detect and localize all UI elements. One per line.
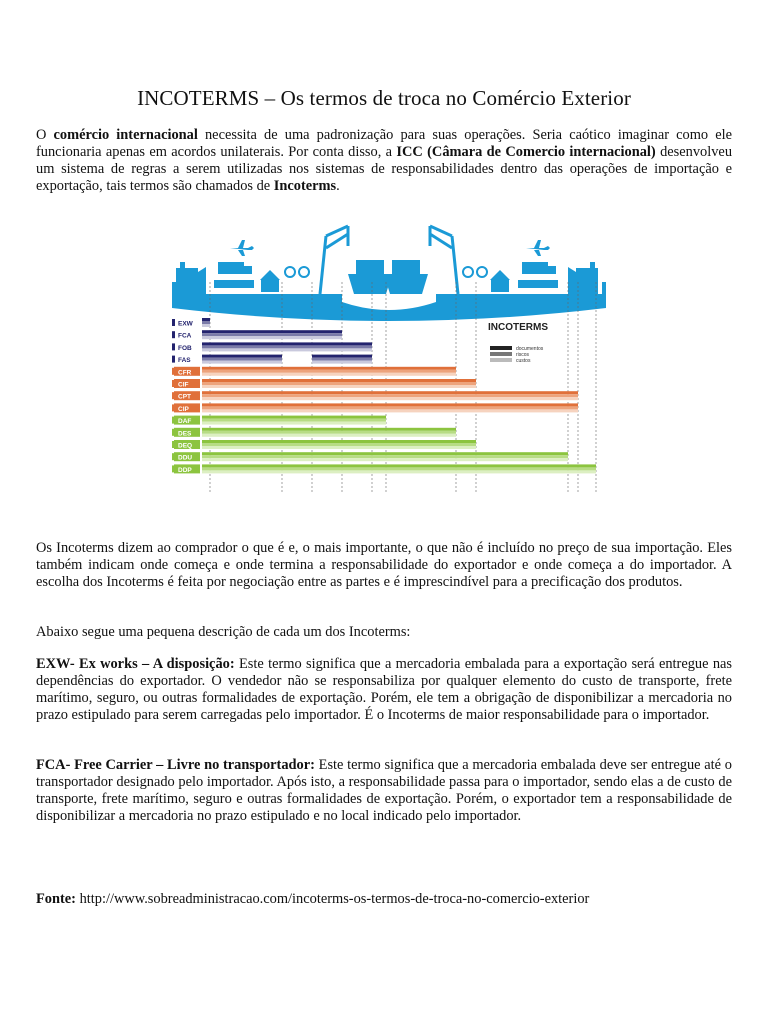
legend-label-custos: custos — [516, 358, 531, 364]
airplane-icon-left — [230, 240, 254, 256]
term-bar-daf — [202, 419, 386, 422]
intro-bold-comercio: comércio internacional — [53, 127, 198, 143]
intro-bold-icc: ICC (Câmara de Comercio internacional) — [396, 144, 656, 160]
term-label-fob: FOB — [178, 344, 192, 352]
term-bar-cpt — [202, 397, 578, 400]
term-marker-cif — [172, 380, 175, 387]
term-bar-fca — [202, 336, 342, 339]
warehouse-icon-left — [260, 270, 280, 292]
term-marker-deq — [172, 441, 175, 448]
term-bar-cpt — [202, 391, 578, 394]
term-marker-cfr — [172, 368, 175, 375]
term-bar-ddp — [202, 467, 596, 470]
intro-bold-incoterms: Incoterms — [273, 178, 337, 194]
exw-text: Este termo significa que a mercadoria embalada para a exportação será entregue nas dependências do exportador. O vendedor não se responsabiliza por qualquer elemento do custo de transporte, frete marítimo, seguro, ou outras formalidades de exportação. Porém, ele tem a obrigação de disponibilizar a mercadoria no prazo estipulado para serem carregadas pelo importador. É o Incoterms de maior responsabilidade para o importador. — [36, 656, 732, 723]
term-marker-ddu — [172, 453, 175, 460]
warehouse-icon-right — [490, 270, 510, 292]
term-bar-daf — [202, 416, 386, 419]
fonte-url[interactable]: http://www.sobreadministracao.com/incoterms-os-termos-de-troca-no-comercio-exterior — [75, 891, 590, 907]
term-bar-des — [202, 431, 456, 434]
term-label-fas: FAS — [178, 357, 191, 365]
ship-icon-right — [384, 260, 428, 294]
intro-text-3: desenvolveu um sistema de regras a serem utilizadas nos sistemas de responsabilidades dentro das operações de importação e exportação, tais termos são chamados de — [36, 144, 733, 194]
term-marker-daf — [172, 417, 175, 424]
transport-icons — [176, 226, 598, 294]
term-bar-fca — [202, 333, 342, 336]
term-bar-cfr — [202, 373, 456, 376]
term-label-cpt: CPT — [178, 393, 191, 401]
term-bar-ddu — [202, 455, 568, 458]
term-marker-fas — [172, 356, 175, 363]
term-marker-fob — [172, 343, 175, 350]
term-bar-des — [202, 434, 456, 437]
term-bar-fas — [312, 358, 372, 361]
term-marker-fca — [172, 331, 175, 338]
term-bar-cpt — [202, 394, 578, 397]
term-bar-cip — [202, 409, 578, 412]
term-bar-cif — [202, 385, 476, 388]
term-label-ddu: DDU — [178, 454, 193, 462]
fca-text: Este termo significa que a mercadoria embalada deve ser entregue até o transportador designado pelo importador. Após isto, a responsabilidade passa para o importador, sendo elas a de custo de transporte, frete marítimo, seguro e outras formalidades de exportação. Porém, o exportador tem a responsabilidade de disponibilizar a mercadoria no prazo estipulado e no local indicado pelo importador. — [36, 757, 732, 824]
term-bar-fas — [202, 361, 282, 364]
term-bar-deq — [202, 443, 476, 446]
paragraph-abaixo: Abaixo segue uma pequena descrição de cada um dos Incoterms: — [36, 624, 411, 640]
anchor-icons-left — [285, 267, 309, 277]
term-label-des: DES — [178, 430, 192, 438]
intro-text-1: O — [36, 127, 54, 143]
truck-icon-right — [522, 262, 556, 274]
term-label-daf: DAF — [178, 418, 192, 426]
railway-icon-left — [214, 280, 254, 288]
term-bar-fob — [202, 345, 372, 348]
incoterms-diagram — [172, 222, 606, 500]
fonte-label: Fonte: — [36, 891, 76, 907]
paragraph-fonte — [36, 891, 732, 908]
term-marker-cpt — [172, 392, 175, 399]
water-wave — [348, 296, 430, 301]
term-bar-ddu — [202, 458, 568, 461]
term-marker-exw — [172, 319, 175, 326]
term-bar-des — [202, 428, 456, 431]
term-bar-exw — [202, 321, 210, 324]
term-bar-fob — [202, 348, 372, 351]
term-bar-ddp — [202, 464, 596, 467]
fca-heading: FCA- Free Carrier – Livre no transportador: — [36, 757, 315, 773]
term-bar-cif — [202, 382, 476, 385]
paragraph-incoterms-dizem: Os Incoterms dizem ao comprador o que é e, o mais importante, o que não é incluído no preço de sua importação. Eles também indicam onde começa e onde termina a responsabilidade do exportador e onde começa a do importador. A escolha dos Incoterms é feita por negociação entre as partes e é imprescindível para a precificação dos produtos. — [36, 540, 732, 590]
paragraph-exw — [36, 656, 732, 724]
term-bar-fas — [202, 358, 282, 361]
term-marker-cip — [172, 404, 175, 411]
legend-swatch-riscos — [490, 352, 512, 356]
term-label-cfr: CFR — [178, 369, 192, 377]
term-bar-cif — [202, 379, 476, 382]
term-bar-fob — [202, 342, 372, 345]
term-bar-exw — [202, 318, 210, 321]
term-bar-daf — [202, 422, 386, 425]
legend-label-documentos: documentos — [516, 346, 544, 352]
term-bar-exw — [202, 324, 210, 327]
factory-icon-right — [568, 262, 598, 294]
term-marker-des — [172, 429, 175, 436]
term-bar-cfr — [202, 367, 456, 370]
page-title: INCOTERMS – Os termos de troca no Comércio Exterior — [137, 86, 631, 110]
term-label-cif: CIF — [178, 381, 189, 389]
term-label-deq: DEQ — [178, 442, 193, 450]
factory-icon-left — [176, 262, 206, 294]
term-bar-deq — [202, 440, 476, 443]
crane-icon-right — [430, 226, 458, 294]
term-label-exw: EXW — [178, 320, 193, 328]
term-bar-cfr — [202, 370, 456, 373]
legend-label-riscos: riscos — [516, 352, 530, 358]
intro-text-2: necessita de uma padronização para suas operações. Seria caótico imaginar como ele funcionaria apenas em acordos unilaterais. Por conta disso, a — [36, 127, 732, 160]
term-bar-ddp — [202, 470, 596, 473]
term-bar-cip — [202, 406, 578, 409]
intro-paragraph — [36, 127, 732, 195]
legend-swatch-custos — [490, 358, 512, 362]
airplane-icon-right — [526, 240, 550, 256]
term-label-fca: FCA — [178, 332, 192, 340]
term-bar-fca — [202, 330, 342, 333]
paragraph-fca — [36, 757, 732, 825]
term-label-cip: CIP — [178, 405, 189, 413]
term-label-ddp: DDP — [178, 466, 192, 474]
intro-text-4: . — [336, 178, 340, 194]
truck-icon-left — [218, 262, 252, 274]
term-bar-ddu — [202, 452, 568, 455]
incoterms-rows — [172, 318, 596, 474]
term-bar-fas — [202, 355, 282, 358]
term-bar-deq — [202, 446, 476, 449]
term-bar-fas — [312, 361, 372, 364]
exw-heading: EXW- Ex works – A disposição: — [36, 656, 235, 672]
crane-icon-left — [320, 226, 348, 294]
term-bar-cip — [202, 403, 578, 406]
term-marker-ddp — [172, 465, 175, 472]
railway-icon-right — [518, 280, 558, 288]
diagram-title: INCOTERMS — [488, 322, 548, 333]
term-bar-fas — [312, 355, 372, 358]
legend-swatch-documentos — [490, 346, 512, 350]
anchor-icons-right — [463, 267, 487, 277]
